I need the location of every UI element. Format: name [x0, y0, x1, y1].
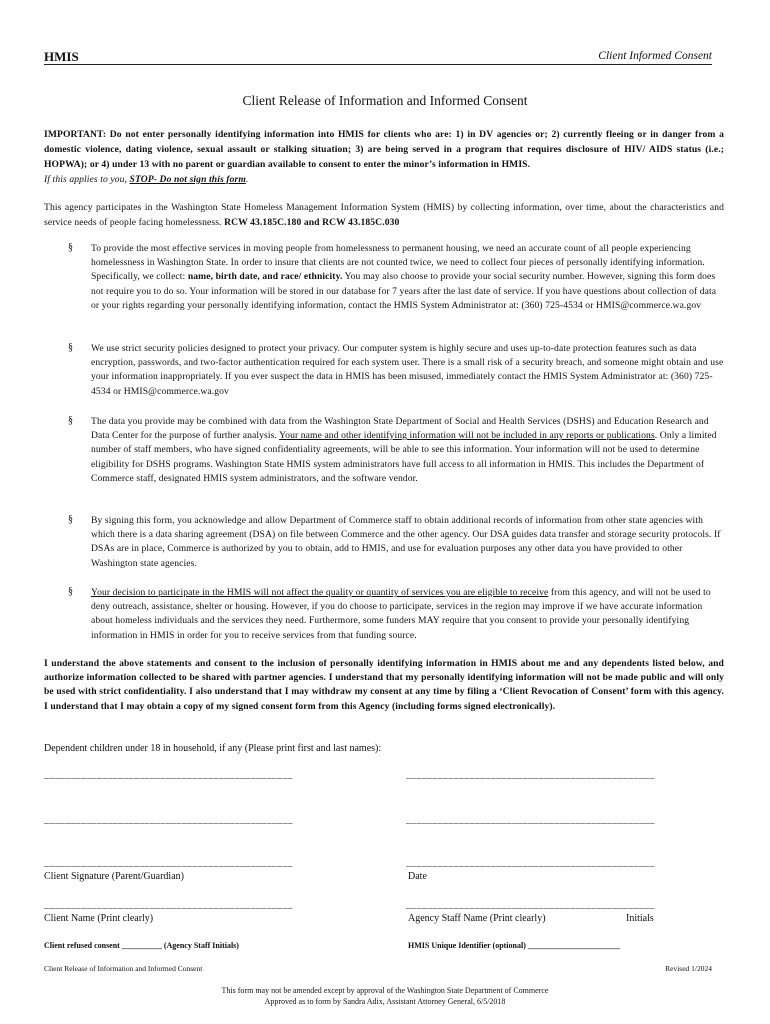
bullet3-text-b: . Only a limited number of staff members, who have signed confidentiality agreements, will be able to see this information. Your information will not be used to determine eligibility for DSHS programs. Washington State HMIS system administrators have full access to all information in HMIS. This includes the Department of Commerce staff, designated HMIS system administrators, and the software vendor.	[91, 430, 717, 484]
bullet-participation	[91, 586, 724, 643]
intro-rcw: RCW 43.185C.180 and RCW 43.185C.030	[224, 217, 400, 228]
hmis-unique-identifier-field[interactable]: HMIS Unique Identifier (optional) _______________________	[408, 941, 620, 950]
bullet-security	[91, 342, 724, 399]
important-lead: IMPORTANT: Do not enter personally identifying information into HMIS for clients who are: 1) in DV agencies or; 2) currently fleeing or in danger from a domestic violence, dating violence, sexual assault or stalking situation; 3) are being served in a program that requires disclosure of HIV/ AIDS status (i.e.; HOPWA); or 4) under 13 with no parent or guardian available to consent to enter the minor’s information in HMIS.	[44, 129, 724, 170]
bullet-mark: §	[68, 415, 73, 426]
date-label: Date	[408, 871, 427, 882]
client-signature-label: Client Signature (Parent/Guardian)	[44, 871, 184, 882]
client-name-label: Client Name (Print clearly)	[44, 913, 154, 924]
footer-right: Revised 1/2024	[665, 964, 712, 973]
client-signature-field[interactable]: _______________________________________________	[44, 858, 293, 869]
bullet-mark: §	[68, 514, 73, 525]
header-rule	[44, 64, 712, 65]
dependent-name-field-3[interactable]: _______________________________________________	[44, 815, 293, 826]
important-notice	[44, 127, 724, 187]
dependent-name-field-1[interactable]: _______________________________________________	[44, 770, 293, 781]
bullet4-text: By signing this form, you acknowledge and allow Department of Commerce staff to obtain additional records of information from other state agencies with which there is a data sharing agreement (DSA) on file between Commerce and the other agency. Our DSA guides data transfer and storage security protocols. If DSAs are in place, Commerce is authorized by you to obtain, add to HMIS, and use for evaluation purposes any other data you have provided to other Washington state agencies.	[91, 515, 721, 569]
dependent-name-field-2[interactable]: _______________________________________________	[406, 770, 655, 781]
bullet3-underlined: Your name and other identifying information will not be included in any reports or publications	[279, 430, 655, 442]
bullet1-text-b: You may also choose to provide your social security number. However, signing this form does not require you to do so. Your information will be stored in our database for 7 years after the last date of service. If you have questions about collection of data or your rights regarding your personally identifying information, contact the HMIS System Administrator at: (360) 725-4534 or HMIS@commerce.wa.gov	[91, 271, 717, 311]
bullet-data-sharing	[91, 415, 724, 486]
bullet-mark: §	[68, 242, 73, 253]
bullet5-underlined: Your decision to participate in the HMIS will not affect the quality or quantity of services you are eligible to receive	[91, 587, 549, 598]
intro-text: This agency participates in the Washington State Homeless Management Information System (HMIS) by collecting information, over time, about the characteristics and service needs of people facing homelessness.	[44, 202, 724, 228]
consent-statement: I understand the above statements and consent to the inclusion of personally identifying information in HMIS about me and any dependents listed below, and authorize information collected to be shared with partner agencies. I understand that my personally identifying information will not be made public and will only be used with strict confidentiality. I also understand that I may withdraw my consent at any time by filing a ‘Client Revocation of Consent’ form with this agency. I understand that I may obtain a copy of my signed consent form from this Agency (including forms signed electronically).	[44, 658, 724, 712]
bullet-records	[91, 514, 724, 571]
agency-staff-field[interactable]: _______________________________________________	[406, 900, 655, 911]
intro-paragraph	[44, 200, 724, 230]
important-if: If this applies to you,	[44, 174, 128, 185]
footer-amend-note: This form may not be amended except by approval of the Washington State Department of Commerce	[221, 986, 549, 995]
bullet1-text-a: To provide the most effective services in moving people from homelessness to permanent housing, we need an accurate count of all people experiencing homelessness in Washington State. In order to insure that clients are not counted twice, we need to collect four pieces of personally identifying information. Specifically, we collect:	[91, 243, 705, 283]
bullet-mark: §	[68, 586, 73, 597]
header-left: HMIS	[44, 49, 79, 64]
header-right: Client Informed Consent	[598, 50, 712, 62]
agency-staff-label: Agency Staff Name (Print clearly)	[408, 913, 546, 924]
dependent-name-field-4[interactable]: _______________________________________________	[406, 815, 655, 826]
important-stop: STOP- Do not sign this form	[129, 174, 246, 185]
bullet5-text: from this agency, and will not be used to deny outreach, assistance, shelter or housing. However, if you do choose to participate, services in the region may improve if we have accurate information about homeless individuals and the services they need. Furthermore, some funders MAY require that you consent to provide your personally identifying information in HMIS in order for you to receive services from that funding source.	[91, 587, 711, 641]
important-stop-end: .	[245, 174, 249, 185]
client-refused-consent-field[interactable]: Client refused consent __________ (Agency Staff Initials)	[44, 941, 239, 950]
footer-approval-note: Approved as to form by Sandra Adix, Assistant Attorney General, 6/5/2018	[264, 997, 506, 1006]
dependents-label: Dependent children under 18 in household, if any (Please print first and last names):	[44, 743, 382, 754]
initials-label: Initials	[626, 913, 654, 924]
footer-left: Client Release of Information and Informed Consent	[44, 964, 203, 973]
bullet3-text-a: The data you provide may be combined with data from the Washington State Department of Social and Health Services (DSHS) and Education Research and Data Center for the purpose of further analysis.	[91, 416, 709, 442]
bullet-data-collection	[91, 242, 724, 313]
bullet1-bold: name, birth date, and race/ ethnicity.	[187, 271, 343, 283]
client-name-field[interactable]: _______________________________________________	[44, 900, 293, 911]
bullet-mark: §	[68, 342, 73, 353]
document-title: Client Release of Information and Informed Consent	[242, 93, 528, 108]
bullet2-text: We use strict security policies designed to protect your privacy. Our computer system is highly secure and uses up-to-date protection features such as data encryption, passwords, and two-factor authentication required for each system user. There is a small risk of a security breach, and someone might obtain and use your information inappropriately. If you ever suspect the data in HMIS has been misused, immediately contact the HMIS System Administrator at: (360) 725-4534 or HMIS@commerce.wa.gov	[91, 343, 724, 397]
date-field[interactable]: _______________________________________________	[406, 858, 655, 869]
